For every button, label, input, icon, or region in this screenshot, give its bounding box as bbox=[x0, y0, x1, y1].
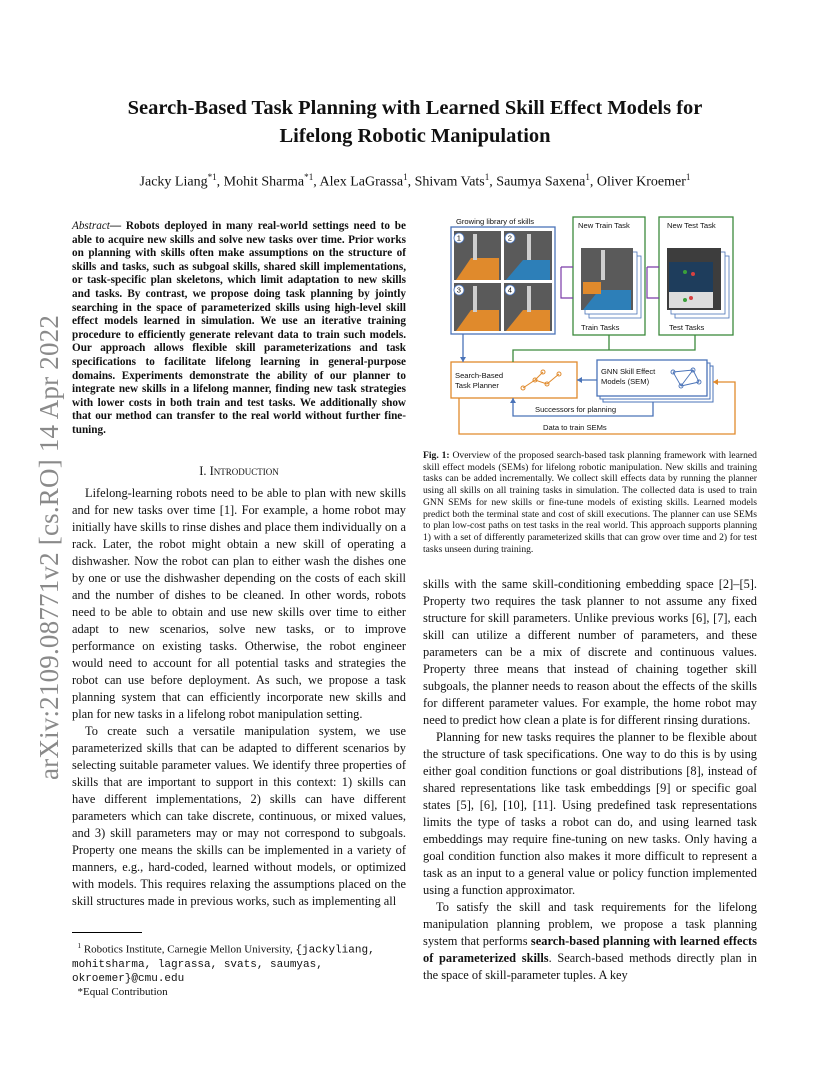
author: Shivam Vats bbox=[414, 174, 485, 190]
author-mark: 1 bbox=[585, 172, 590, 182]
skill-number: 3 bbox=[456, 285, 462, 295]
caption-label: Fig. 1: bbox=[423, 450, 450, 461]
figure-caption bbox=[423, 450, 757, 555]
skill-tile-4 bbox=[504, 283, 552, 331]
overview-diagram bbox=[423, 212, 757, 438]
footnote bbox=[72, 940, 406, 999]
paragraph-text: . Search-based methods directly plan in the space of skill-parameter tuples. A key bbox=[423, 951, 757, 982]
section-heading bbox=[72, 464, 406, 479]
author-list: Jacky Liang$^{*1}$, Mohit Sharma$^{*1}$, Alex LaGrassa$^1$, Shivam Vats$^1$, Saumya Saxena$^1$, Oliver Kroemer$^1$ bbox=[139, 172, 691, 190]
abstract bbox=[72, 220, 406, 438]
author: Mohit Sharma bbox=[223, 174, 305, 190]
author: Saumya Saxena bbox=[496, 174, 586, 190]
section-number: I. bbox=[199, 464, 210, 478]
footnote-equal-contribution: *Equal Contribution bbox=[77, 985, 168, 998]
author: Oliver Kroemer bbox=[596, 174, 686, 190]
skill-number: 4 bbox=[507, 285, 513, 295]
sem-label-line-1: GNN Skill Effect bbox=[601, 367, 656, 376]
title-line-2: Lifelong Robotic Manipulation bbox=[279, 125, 551, 147]
skill-tile-2 bbox=[504, 231, 552, 280]
skill-number: 2 bbox=[507, 233, 513, 243]
footnote-emails: {jackyliang, mohitsharma, lagrassa, svats, saumyas, okroemer}@cmu.edu bbox=[72, 944, 375, 985]
paragraph: skills with the same skill-conditioning embedding space [2]–[5]. Property two requires the task planner to not assume any fixed structure for skill parameters. Unlike previous works [6], [7], each skill can utilize a different number of parameters, and these parameters can be a mix of discrete and continuous values. Property three means that instead of chaining together skill subgoals, the planner needs to reason about the effects of the skills for different parameter values. For example, the home robot may need to predict how clean a plate is for different rinsing durations. bbox=[423, 577, 757, 727]
paper-title bbox=[70, 94, 760, 150]
abstract-label: Abstract bbox=[72, 220, 110, 232]
section-title: Introduction bbox=[209, 464, 279, 478]
footnote-mark: 1 bbox=[77, 942, 82, 950]
train-tasks-label: Train Tasks bbox=[581, 323, 620, 332]
skill-library-label: Growing library of skills bbox=[456, 217, 535, 226]
test-tasks-label: Test Tasks bbox=[669, 323, 705, 332]
skill-tile-3 bbox=[454, 283, 501, 331]
right-column-body bbox=[423, 576, 757, 984]
data-label: Data to train SEMs bbox=[543, 423, 607, 432]
author: Jacky Liang bbox=[139, 174, 208, 190]
paragraph-text: To satisfy the skill and task requirements for the lifelong manipulation planning problem, we propose a task planning system that performs bbox=[423, 900, 757, 948]
caption-body: Overview of the proposed search-based task planning framework with learned skill effect models (SEMs) for lifelong robotic manipulation. New skills and training tasks can be added incrementally. We collect skill effects data by running the planner using all skills on all training tasks in simulation. The collected data is used to train GNN SEMs for new skills or fine-tune models of existing skills. Learned models predict both the terminal state and cost of skill executions. The planner can use SEMs to plan low-cost paths on test tasks in the real world. This approach supports planning 1) with a set of differently parameterized skills that can grow over time and 2) for test tasks unseen during training. bbox=[423, 450, 757, 555]
figure-1 bbox=[423, 212, 757, 438]
author-mark: 1 bbox=[484, 172, 490, 182]
planner-label-line-2: Task Planner bbox=[455, 381, 499, 390]
author-mark: 1 bbox=[403, 172, 408, 182]
paragraph: Lifelong-learning robots need to be able to plan with new skills and for new tasks over time [1]. For example, a home robot may initially have skills to rinse dishes and place them individually on a rack. Later, the robot might obtain a new skill of operating a dishwasher. Now the robot can plan to either wash the dishes one by one or use the dishwasher depending on the costs of each skill and the number of dishes to be cleaned. In other words, robots need to be able to obtain and use new skills over time to either adapt to new scenarios, solve new tasks, or to improve performance on existing tasks. Otherwise, the robot engineer would need to account for all potential tasks and strategies the robot can use before deployment. As such, we propose a task planning system that can efficiently incorporate new skills and plan for new tasks in a lifelong robot manipulation setting. bbox=[72, 486, 406, 721]
author-mark: *1 bbox=[207, 172, 217, 182]
author-mark: 1 bbox=[685, 172, 691, 182]
paragraph: To create such a versatile manipulation system, we use parameterized skills that can be adapted to different scenarios by selecting suitable parameter values. We identify three properties of skills that are important to support in this context: 1) skills can have different implementations, 2) skills can have different parameters which can take discrete, continuous, or mixed values, and 3) skill parameters may or may not correspond to subgoals. Property one means the skills can be implemented in a variety of manners, e.g., hard-coded, learned without models, or optimized with models. This requires relaxing the assumptions placed on the skill structures made in previous works, such as implementing all bbox=[72, 724, 406, 908]
successors-label: Successors for planning bbox=[535, 405, 617, 414]
new-test-task-label: New Test Task bbox=[667, 221, 716, 230]
planner-box bbox=[451, 362, 577, 398]
sem-label-line-2: Models (SEM) bbox=[601, 377, 650, 386]
title-line-1: Search-Based Task Planning with Learned Skill Effect Models for bbox=[127, 97, 703, 119]
new-train-task-label: New Train Task bbox=[578, 221, 630, 230]
search-tree-icon bbox=[521, 370, 561, 390]
arxiv-identifier: arXiv:2109.08771v2 [cs.RO] 14 Apr 2022 bbox=[34, 314, 64, 780]
footnote-rule bbox=[72, 932, 142, 933]
arxiv-side-label bbox=[14, 300, 64, 780]
abstract-body: — Robots deployed in many real-world settings need to be able to acquire new skills and solve new tasks over time. Prior works on planning with skills often make assumptions on the structure of skills and tasks, such as subgoal skills, shared skill implementations, or task-specific plan skeletons, which limit adaptation to new skills and tasks. By contrast, we propose doing task planning by jointly searching in the space of parameterized skills using high-level skill effect models learned in simulation. We use an iterative training procedure to efficiently generate relevant data to train such models. Our approach allows flexible skill parameterizations and task specifications to facilitate lifelong learning in general-purpose domains. Experiments demonstrate the ability of our planner to integrate new skills in a lifelong manner, finding new task strategies with lower costs in both train and test tasks. We additionally show that our method can transfer to the real world without further fine-tuning. bbox=[72, 220, 406, 436]
paragraph-emphasis: search-based planning with learned effects of parameterized skills bbox=[423, 934, 757, 965]
paragraph: Planning for new tasks requires the planner to be flexible about the structure of task specifications. One way to do this is by using either goal condition functions or goal distributions [8], instead of shared representations like task embeddings [9] or specific goal states [5], [6], [10], [11]. Using predefined task representations limits the type of tasks a robot can do, and using learned task embeddings may require fine-tuning on new tasks. Only having a goal condition function also makes it more difficult to represent a task as an input to a general value or policy function implemented using a function approximator. bbox=[423, 730, 757, 897]
planner-label-line-1: Search-Based bbox=[455, 371, 504, 380]
author-mark: *1 bbox=[304, 172, 314, 182]
left-column-body bbox=[72, 485, 406, 910]
skill-number: 1 bbox=[456, 233, 462, 243]
footnote-affiliation: Robotics Institute, Carnegie Mellon University, bbox=[83, 943, 296, 956]
skill-tile-1 bbox=[454, 231, 501, 280]
paragraph bbox=[423, 899, 757, 984]
author: Alex LaGrassa bbox=[319, 174, 404, 190]
